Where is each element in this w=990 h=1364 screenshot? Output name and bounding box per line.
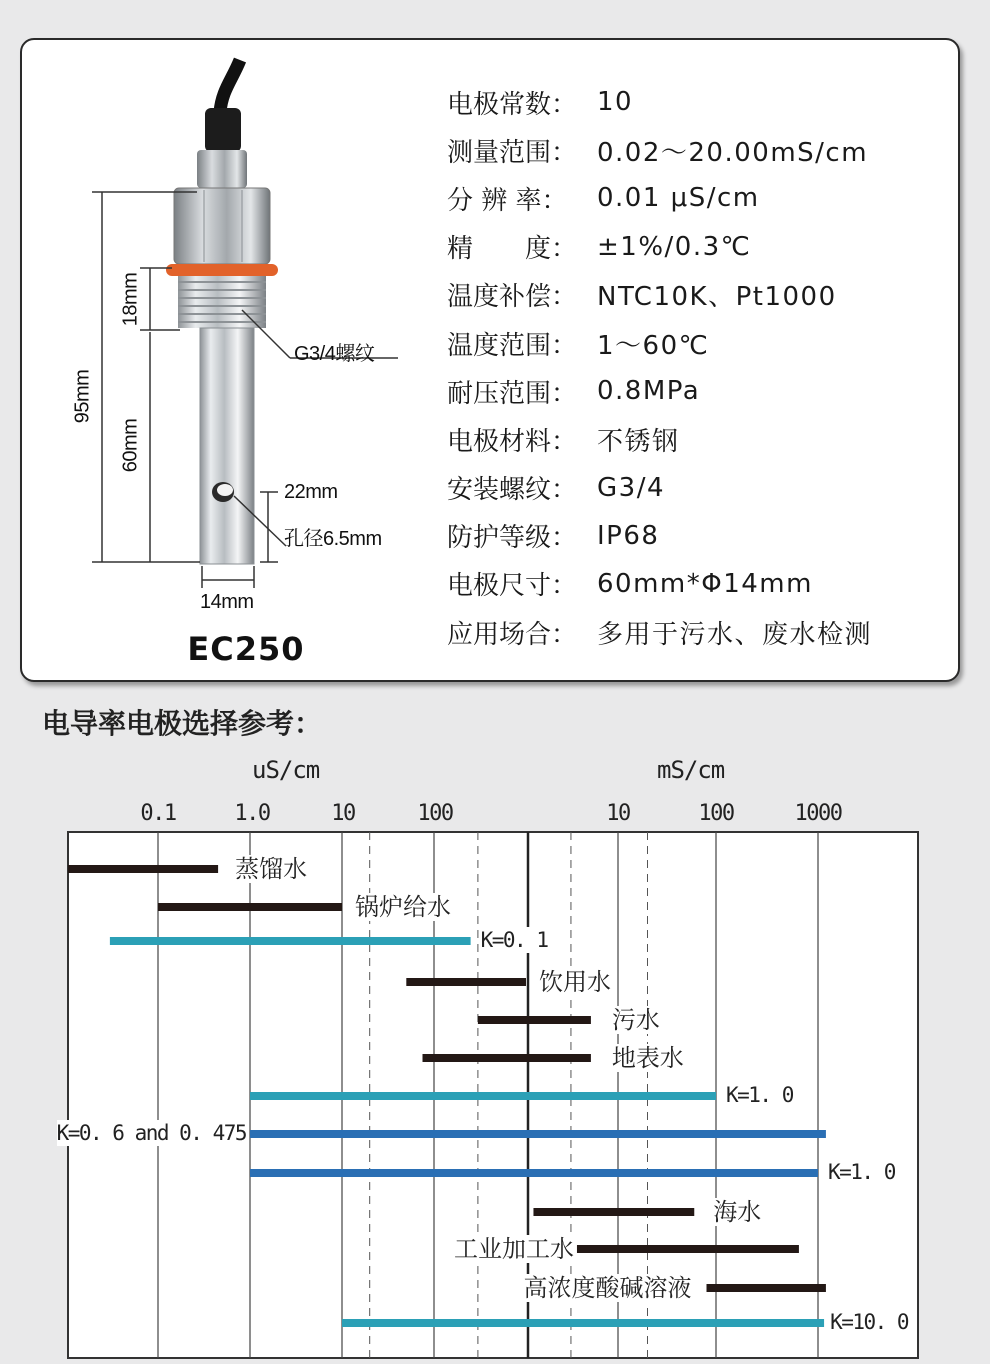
bar-label: 地表水 [611, 1044, 684, 1072]
range-bar [68, 865, 218, 873]
tick-label: 100 [417, 801, 453, 826]
spec-value: 多用于污水、废水检测 [597, 619, 873, 650]
spec-label: 防护等级： [447, 523, 578, 554]
bar-label: K=0. 1 [480, 928, 548, 952]
range-bar [250, 1130, 826, 1138]
spec-value: 60mm*Φ14mm [597, 568, 813, 599]
spec-value: 10 [597, 87, 634, 118]
tick-label: 1000 [794, 801, 842, 826]
spec-value: 1～60℃ [597, 330, 710, 361]
range-bar [533, 1208, 694, 1216]
product-spec-card [20, 38, 960, 682]
range-bar [250, 1092, 716, 1100]
range-bar [250, 1169, 818, 1177]
bar-label: 饮用水 [539, 968, 611, 996]
spec-value: G3/4 [597, 472, 665, 503]
spec-label: 分 辨 率： [447, 185, 568, 216]
spec-value: ±1%/0.3℃ [597, 231, 752, 262]
range-bar [423, 1054, 591, 1062]
spec-value: IP68 [597, 520, 660, 551]
probe-body [200, 328, 254, 564]
dim-total-length: 95mm [71, 369, 94, 424]
dim-thread-length: 18mm [119, 272, 142, 327]
section-title: 电导率电极选择参考： [42, 707, 323, 740]
tick-label: 100 [698, 801, 734, 826]
bar-label: 蒸馏水 [235, 855, 308, 883]
spec-value: 0.8MPa [597, 376, 701, 407]
dim-diameter: 14mm [200, 591, 254, 613]
range-bar [158, 903, 342, 911]
dim-thread-type: G3/4螺纹 [294, 343, 375, 365]
tick-label: 10 [331, 801, 355, 826]
spec-label: 温度补偿： [447, 282, 578, 313]
spec-label: 温度范围： [447, 330, 578, 361]
product-name: EC250 [187, 630, 305, 668]
spec-row [447, 608, 872, 656]
spec-label: 电极材料： [447, 426, 578, 457]
spec-row [447, 560, 872, 608]
spec-row [447, 464, 872, 512]
range-bar [342, 1319, 824, 1327]
spec-row [447, 367, 872, 415]
spec-label: 精 度： [447, 234, 578, 265]
spec-label: 电极尺寸： [447, 571, 578, 602]
strain-relief [205, 108, 241, 152]
range-bar [707, 1284, 826, 1292]
bar-label: 污水 [611, 1006, 660, 1034]
bar-label: 工业加工水 [453, 1235, 574, 1263]
range-bar [406, 978, 526, 986]
bar-label: 高浓度酸碱溶液 [523, 1274, 692, 1302]
spec-label: 电极常数： [447, 89, 578, 120]
spec-row [447, 174, 872, 222]
tick-label: 1.0 [234, 801, 270, 826]
spec-row [447, 126, 872, 174]
hex-body [174, 188, 270, 264]
dim-hole-diameter: 孔径6.5mm [284, 528, 382, 550]
spec-row [447, 319, 872, 367]
spec-label: 耐压范围： [447, 378, 578, 409]
tick-label: 0.1 [140, 801, 176, 826]
cable [220, 60, 240, 112]
dim-hole-position: 22mm [284, 481, 338, 503]
spec-row [447, 223, 872, 271]
spec-value: 0.02～20.00mS/cm [597, 137, 869, 168]
range-bar [110, 937, 471, 945]
bar-label: K=1. 0 [828, 1160, 895, 1184]
spec-list [447, 78, 872, 656]
o-ring [166, 264, 278, 276]
bar-label: K=10. 0 [830, 1310, 909, 1334]
dim-body-length: 60mm [119, 418, 142, 473]
spec-row [447, 78, 872, 126]
spec-label: 安装螺纹： [447, 475, 578, 506]
electrode-drawing [22, 40, 442, 680]
conductivity-range-chart [0, 740, 990, 1364]
spec-value: 0.01 μS/cm [597, 183, 760, 214]
spec-row [447, 271, 872, 319]
spec-row [447, 415, 872, 463]
range-bar [577, 1245, 799, 1253]
tick-label: 10 [606, 801, 630, 826]
spec-value: NTC10K、Pt1000 [597, 282, 837, 313]
cap-nut [197, 150, 247, 188]
unit-label-ms: mS/cm [657, 756, 725, 784]
bar-label: 锅炉给水 [355, 893, 451, 921]
range-bar [478, 1016, 591, 1024]
spec-row [447, 512, 872, 560]
unit-label-us: uS/cm [252, 756, 320, 784]
spec-value: 不锈钢 [597, 426, 680, 457]
spec-label: 测量范围： [447, 137, 578, 168]
bar-label: K=0. 6 and 0. 475 [56, 1121, 246, 1145]
bar-label: 海水 [713, 1198, 762, 1226]
spec-label: 应用场合： [447, 619, 578, 650]
bar-label: K=1. 0 [726, 1083, 793, 1107]
